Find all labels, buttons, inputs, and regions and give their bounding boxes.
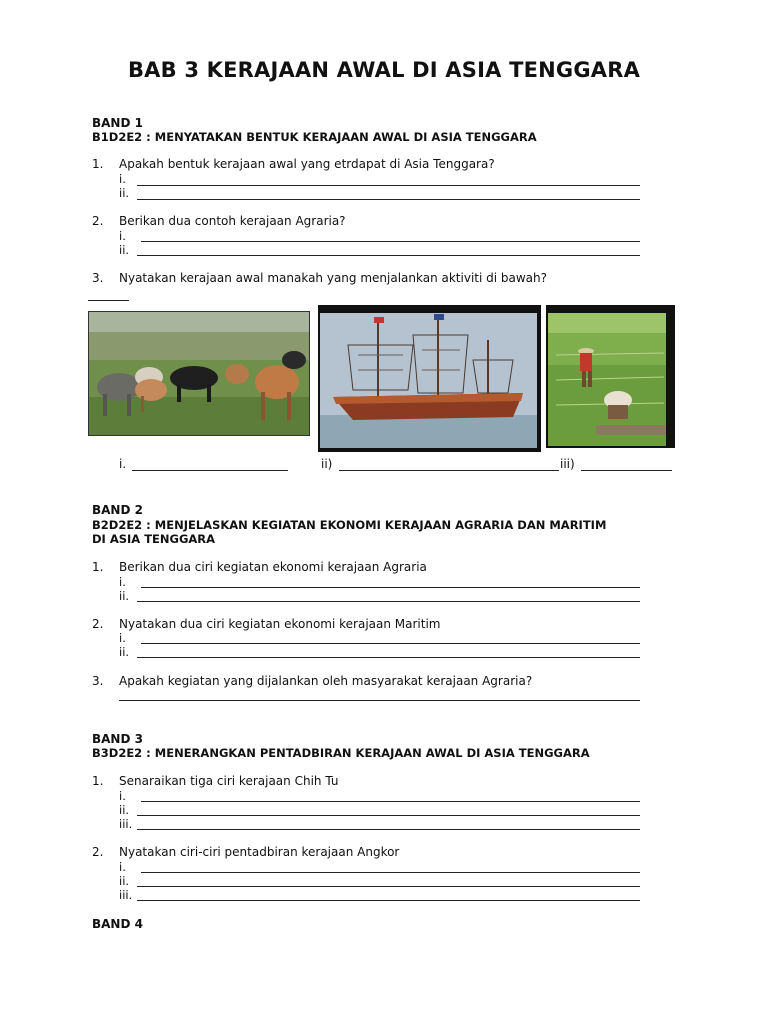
b3-q2-answer-i-line[interactable] bbox=[141, 872, 640, 873]
band-4-label: BAND 4 bbox=[92, 917, 143, 931]
b1-q2-text: Berikan dua contoh kerajaan Agraria? bbox=[119, 214, 346, 228]
photo-1-caption-label: i. bbox=[119, 457, 127, 471]
b3-q1-answer-ii-line[interactable] bbox=[137, 815, 640, 816]
band-3-subtitle: B3D2E2 : MENERANGKAN PENTADBIRAN KERAJAAN AWAL DI ASIA TENGGARA bbox=[92, 746, 590, 760]
band-1-label: BAND 1 bbox=[92, 116, 143, 130]
photo-2-answer-line[interactable] bbox=[339, 470, 559, 471]
photo-2-caption-label: ii) bbox=[321, 457, 333, 471]
b2-q2-answer-ii-line[interactable] bbox=[137, 657, 640, 658]
b1-q2-answer-ii-line[interactable] bbox=[137, 255, 640, 256]
b2-q1-number: 1. bbox=[92, 560, 104, 574]
b2-q2-answer-i-line[interactable] bbox=[141, 643, 640, 644]
photo-3-caption-label: iii) bbox=[560, 457, 575, 471]
b2-q1-answer-ii-label: ii. bbox=[119, 589, 130, 603]
b2-q3-text: Apakah kegiatan yang dijalankan oleh masyarakat kerajaan Agraria? bbox=[119, 674, 533, 688]
band-3-label: BAND 3 bbox=[92, 732, 143, 746]
band-2-subtitle-line-2: DI ASIA TENGGARA bbox=[92, 532, 216, 546]
b1-q1-answer-ii-label: ii. bbox=[119, 186, 130, 200]
b3-q1-answer-i-label: i. bbox=[119, 789, 126, 803]
b3-q2-text: Nyatakan ciri-ciri pentadbiran kerajaan Angkor bbox=[119, 845, 400, 859]
b3-q2-number: 2. bbox=[92, 845, 104, 859]
ship-photo bbox=[318, 305, 541, 452]
b3-q1-answer-iii-label: iii. bbox=[119, 817, 133, 831]
b2-q1-text: Berikan dua ciri kegiatan ekonomi kerajaan Agraria bbox=[119, 560, 427, 574]
b1-q3-text: Nyatakan kerajaan awal manakah yang menjalankan aktiviti di bawah? bbox=[119, 271, 548, 285]
b2-q3-answer-line[interactable] bbox=[119, 700, 640, 701]
b1-q2-number: 2. bbox=[92, 214, 104, 228]
b3-q2-answer-iii-line[interactable] bbox=[137, 900, 640, 901]
b1-q1-answer-i-label: i. bbox=[119, 172, 126, 186]
b1-q1-answer-i-line[interactable] bbox=[137, 185, 640, 186]
photo-3-answer-line[interactable] bbox=[581, 470, 672, 471]
b2-q1-answer-ii-line[interactable] bbox=[137, 601, 640, 602]
b1-q1-number: 1. bbox=[92, 157, 104, 171]
b2-q1-answer-i-label: i. bbox=[119, 575, 126, 589]
band-2-label: BAND 2 bbox=[92, 503, 143, 517]
b1-q2-answer-ii-label: ii. bbox=[119, 243, 130, 257]
page-title: BAB 3 KERAJAAN AWAL DI ASIA TENGGARA bbox=[127, 58, 641, 82]
b2-q2-answer-i-label: i. bbox=[119, 631, 126, 645]
b1-q3-number: 3. bbox=[92, 271, 104, 285]
rice-field-photo bbox=[546, 305, 675, 448]
band-2-subtitle-line-1: B2D2E2 : MENJELASKAN KEGIATAN EKONOMI KERAJAAN AGRARIA DAN MARITIM bbox=[92, 518, 607, 532]
b1-q1-text: Apakah bentuk kerajaan awal yang etrdapat di Asia Tenggara? bbox=[119, 157, 495, 171]
b1-q1-answer-ii-line[interactable] bbox=[137, 199, 640, 200]
b2-q3-number: 3. bbox=[92, 674, 104, 688]
b2-q2-answer-ii-label: ii. bbox=[119, 645, 130, 659]
rice-field-illustration bbox=[546, 305, 675, 448]
b3-q1-answer-iii-line[interactable] bbox=[137, 829, 640, 830]
b1-q3-short-line bbox=[88, 300, 129, 301]
b3-q1-text: Senaraikan tiga ciri kerajaan Chih Tu bbox=[119, 774, 339, 788]
b2-q2-number: 2. bbox=[92, 617, 104, 631]
b1-q2-answer-i-line[interactable] bbox=[141, 241, 640, 242]
band-1-subtitle: B1D2E2 : MENYATAKAN BENTUK KERAJAAN AWAL DI ASIA TENGGARA bbox=[92, 130, 537, 144]
b1-q2-answer-i-label: i. bbox=[119, 229, 126, 243]
b3-q2-answer-ii-label: ii. bbox=[119, 874, 130, 888]
b3-q2-answer-iii-label: iii. bbox=[119, 888, 133, 902]
cattle-photo bbox=[88, 311, 310, 436]
ship-illustration bbox=[318, 305, 541, 452]
b3-q2-answer-ii-line[interactable] bbox=[137, 886, 640, 887]
b2-q1-answer-i-line[interactable] bbox=[141, 587, 640, 588]
b3-q1-answer-ii-label: ii. bbox=[119, 803, 130, 817]
cattle-illustration bbox=[89, 312, 309, 435]
b3-q1-number: 1. bbox=[92, 774, 104, 788]
b3-q1-answer-i-line[interactable] bbox=[141, 801, 640, 802]
b2-q2-text: Nyatakan dua ciri kegiatan ekonomi kerajaan Maritim bbox=[119, 617, 441, 631]
photo-1-answer-line[interactable] bbox=[132, 470, 288, 471]
b3-q2-answer-i-label: i. bbox=[119, 860, 126, 874]
